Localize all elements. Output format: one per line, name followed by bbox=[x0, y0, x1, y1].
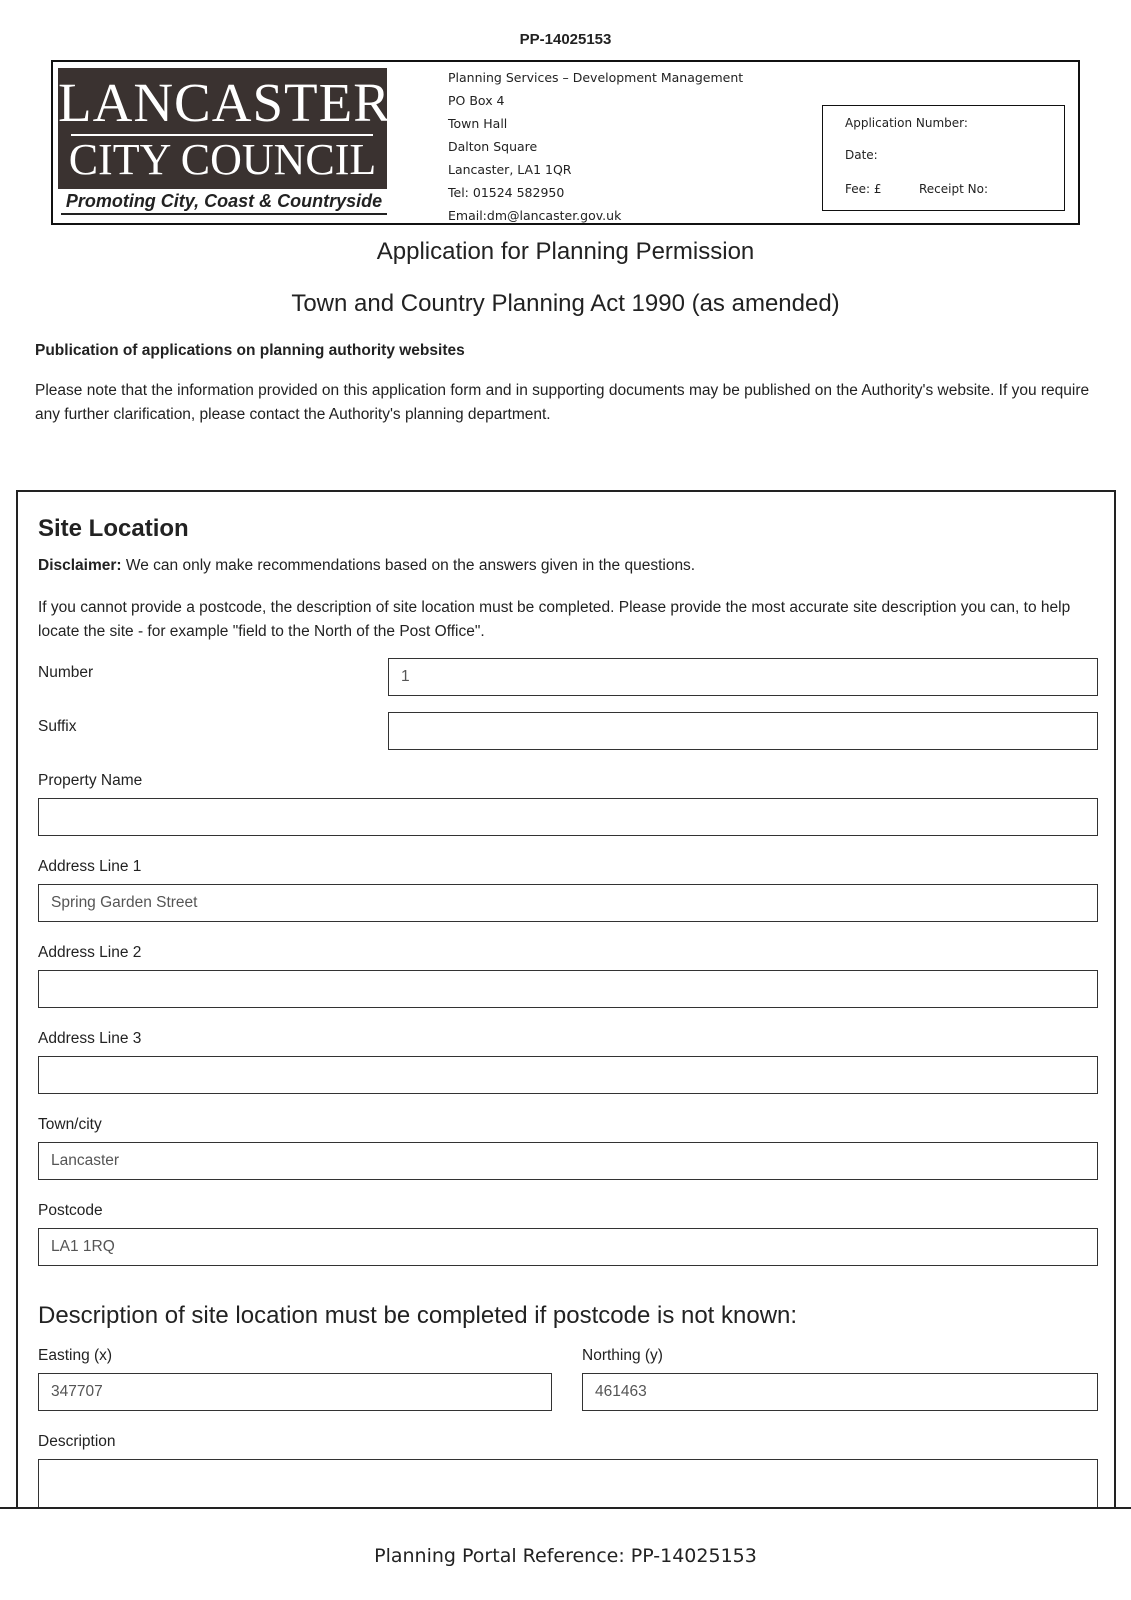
fee-label: Fee: £ bbox=[845, 182, 882, 196]
address-line-1-field[interactable]: Spring Garden Street bbox=[38, 884, 1098, 922]
address-line-3-label: Address Line 3 bbox=[38, 1030, 142, 1047]
description-heading: Description of site location must be completed if postcode is not known: bbox=[38, 1302, 798, 1329]
publication-text: Please note that the information provided on this application form and in supporting documents may be published on the Authority's website. If you require any further clarification, please contact the Authority's planning department. bbox=[35, 382, 1090, 423]
logo-tagline: Promoting City, Coast & Countryside bbox=[61, 191, 387, 215]
form-title: Application for Planning Permission bbox=[376, 238, 755, 265]
address-line: PO Box 4 bbox=[448, 93, 505, 108]
easting-field[interactable]: 347707 bbox=[38, 1373, 552, 1411]
town-city-field[interactable]: Lancaster bbox=[38, 1142, 1098, 1180]
page-bottom-rule bbox=[0, 1507, 1131, 1509]
form-subtitle: Town and Country Planning Act 1990 (as amended) bbox=[291, 290, 840, 317]
disclaimer-text: We can only make recommendations based on the answers given in the questions. bbox=[121, 557, 696, 574]
address-line-2-field[interactable] bbox=[38, 970, 1098, 1008]
logo-line-1: LANCASTER bbox=[58, 72, 391, 133]
northing-label: Northing (y) bbox=[582, 1347, 663, 1364]
council-logo bbox=[58, 68, 391, 189]
address-line: Planning Services – Development Management bbox=[448, 70, 744, 85]
office-use-box bbox=[822, 105, 1065, 211]
address-line-1-label: Address Line 1 bbox=[38, 858, 142, 875]
town-city-label: Town/city bbox=[38, 1116, 102, 1133]
logo-line-2: CITY COUNCIL bbox=[68, 135, 377, 184]
council-header bbox=[51, 60, 1080, 225]
disclaimer-label: Disclaimer: bbox=[38, 557, 122, 574]
section-title: Site Location bbox=[38, 515, 189, 542]
date-label: Date: bbox=[845, 148, 878, 162]
address-line: Town Hall bbox=[448, 116, 508, 131]
application-number-label: Application Number: bbox=[845, 116, 968, 130]
disclaimer bbox=[38, 557, 695, 575]
section-intro: If you cannot provide a postcode, the description of site location must be completed. Please provide the most accurate site description you can, to help locate the site - for example "field to the North of the Post Office". bbox=[38, 599, 1071, 640]
address-line: Email:dm@lancaster.gov.uk bbox=[448, 208, 622, 223]
address-line-3-field[interactable] bbox=[38, 1056, 1098, 1094]
property-name-field[interactable] bbox=[38, 798, 1098, 836]
address-line: Lancaster, LA1 1QR bbox=[448, 162, 572, 177]
suffix-field[interactable] bbox=[388, 712, 1098, 750]
postcode-label: Postcode bbox=[38, 1202, 103, 1219]
site-location-section bbox=[16, 490, 1116, 1508]
postcode-field[interactable]: LA1 1RQ bbox=[38, 1228, 1098, 1266]
top-reference: PP-14025153 bbox=[519, 31, 612, 48]
publication-heading: Publication of applications on planning authority websites bbox=[35, 342, 465, 359]
address-line-2-label: Address Line 2 bbox=[38, 944, 142, 961]
council-address bbox=[448, 66, 743, 227]
description-label: Description bbox=[38, 1433, 116, 1450]
easting-label: Easting (x) bbox=[38, 1347, 113, 1364]
description-field[interactable] bbox=[38, 1459, 1098, 1508]
address-line: Tel: 01524 582950 bbox=[448, 185, 565, 200]
receipt-label: Receipt No: bbox=[919, 182, 988, 196]
property-name-label: Property Name bbox=[38, 772, 143, 789]
number-field[interactable]: 1 bbox=[388, 658, 1098, 696]
suffix-label: Suffix bbox=[38, 718, 77, 735]
footer-reference: Planning Portal Reference: PP-14025153 bbox=[374, 1545, 757, 1567]
address-line: Dalton Square bbox=[448, 139, 538, 154]
northing-field[interactable]: 461463 bbox=[582, 1373, 1098, 1411]
number-label: Number bbox=[38, 664, 94, 681]
